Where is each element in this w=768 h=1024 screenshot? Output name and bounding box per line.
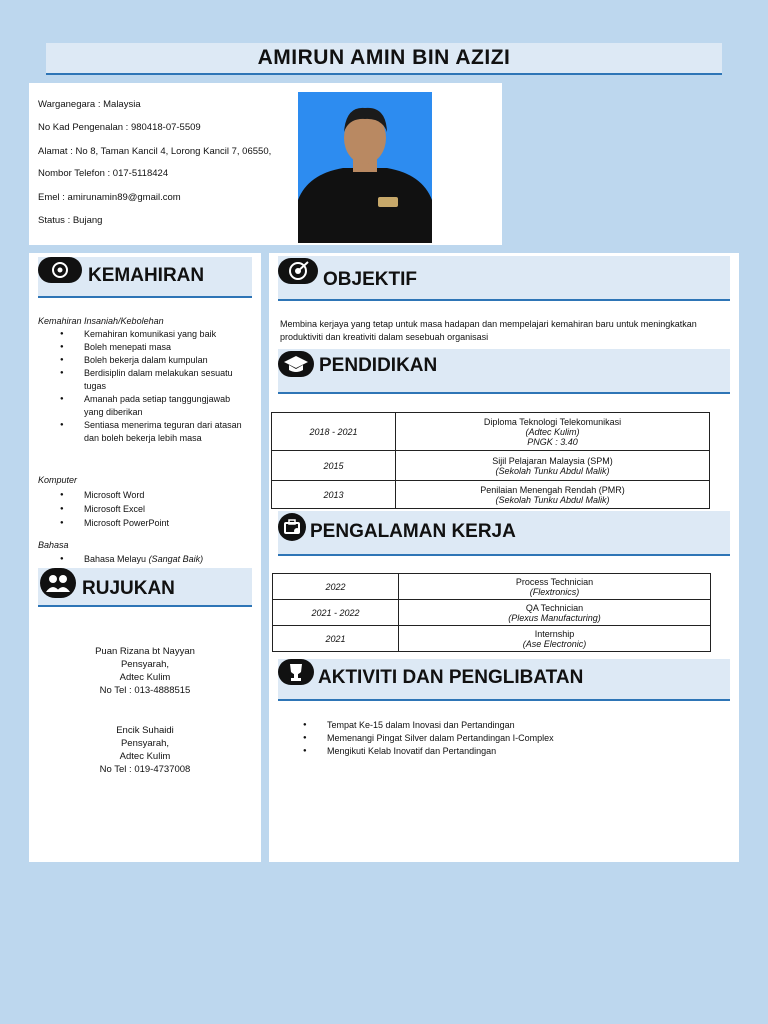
info-email: Emel : amirunamin89@gmail.com [38,192,181,203]
computer-skills-list [38,488,252,530]
briefcase-icon [278,513,306,541]
list-item: ● Boleh menepati masa [38,341,252,354]
table-row [272,413,710,451]
reference-org: Adtec Kulim [119,672,171,683]
experience-role: Process Technician [515,576,594,587]
education-year: 2013 [272,481,396,509]
language-level: (Sangat Baik) [148,554,204,564]
right-panel [269,253,739,862]
experience-table [272,573,711,652]
experience-company: (Plexus Manufacturing) [508,612,601,623]
pendidikan-header [278,349,730,394]
list-item: ● Microsoft PowerPoint [38,516,252,530]
list-item: ● Kemahiran komunikasi yang baik [38,328,252,341]
aktiviti-header [278,659,730,701]
kemahiran-header [38,257,252,298]
pendidikan-title: PENDIDIKAN [319,355,438,376]
rujukan-header [38,568,252,607]
experience-role: QA Technician [525,602,584,613]
table-row [272,451,710,481]
info-ic-number: No Kad Pengenalan : 980418-07-5509 [38,122,201,133]
pengalaman-title: PENGALAMAN KERJA [310,521,516,542]
education-detail [396,481,710,509]
list-item: ● Sentiasa menerima teguran dari atasan dan boleh bekerja lebih masa [38,419,252,445]
education-name: Diploma Teknologi Telekomunikasi [483,416,622,427]
table-row [272,481,710,509]
experience-detail [399,574,711,600]
table-row [273,574,711,600]
reference-org: Adtec Kulim [119,751,171,762]
info-citizenship: Warganegara : Malaysia [38,99,141,110]
experience-year: 2021 - 2022 [273,600,399,626]
graduation-cap-icon [278,351,314,377]
objektif-title: OBJEKTIF [323,269,417,290]
name-title: AMIRUN AMIN BIN AZIZI [46,43,722,75]
reference-1 [29,645,261,697]
list-item: ● Boleh bekerja dalam kumpulan [38,354,252,367]
kemahiran-title: KEMAHIRAN [88,265,205,286]
education-institution: (Adtec Kulim) [525,426,580,437]
objektif-text: Membina kerjaya yang tetap untuk masa hadapan dan mempelajari kemahiran baru untuk meningkatkan produktiviti dan kreativiti dalam sesebuah organisasi [280,319,697,342]
language-title: Bahasa [38,540,69,550]
education-name: Penilaian Menengah Rendah (PMR) [480,484,625,495]
reference-name: Encik Suhaidi [116,725,174,736]
info-phone: Nombor Telefon : 017-5118424 [38,168,169,179]
list-item: ● Tempat Ke-15 dalam Inovasi dan Pertandingan [281,719,721,732]
list-item: ● Microsoft Word [38,488,252,502]
table-row [273,626,711,652]
language-list [38,553,252,566]
list-item: ● Mengikuti Kelab Inovatif dan Pertandingan [281,745,721,758]
list-item: ● Berdisiplin dalam melakukan sesuatu tugas [38,367,252,393]
gear-icon [38,257,82,283]
experience-detail [399,626,711,652]
info-address: Alamat : No 8, Taman Kancil 4, Lorong Kancil 7, 06550, [38,146,272,157]
experience-detail [399,600,711,626]
aktiviti-title: AKTIVITI DAN PENGLIBATAN [318,667,584,688]
target-icon [278,258,318,284]
experience-role: Internship [534,628,575,639]
education-institution: (Sekolah Tunku Abdul Malik) [495,465,610,476]
soft-skills-title: Kemahiran Insaniah/Kebolehan [38,316,164,326]
reference-2 [29,724,261,776]
list-item: ● Memenangi Pingat Silver dalam Pertandingan I-Complex [281,732,721,745]
education-cgpa: PNGK : 3.40 [527,436,578,447]
education-year: 2015 [272,451,396,481]
people-icon [40,568,76,598]
education-table [271,412,710,509]
info-status: Status : Bujang [38,215,103,226]
education-name: Sijil Pelajaran Malaysia (SPM) [492,455,613,466]
table-row [273,600,711,626]
list-item [38,553,252,566]
aktiviti-list [281,719,721,758]
experience-company: (Ase Electronic) [522,638,587,649]
reference-role: Pensyarah, [120,738,170,749]
objektif-header [278,256,730,301]
education-detail [396,451,710,481]
reference-role: Pensyarah, [120,659,170,670]
profile-photo [298,92,432,243]
reference-name: Puan Rizana bt Nayyan [95,646,195,657]
list-item: ● Amanah pada setiap tanggungjawab yang diberikan [38,393,252,419]
computer-skills-title: Komputer [38,475,78,485]
education-institution: (Sekolah Tunku Abdul Malik) [495,494,610,505]
education-detail [396,413,710,451]
pengalaman-header [278,511,730,556]
reference-tel: No Tel : 019-4737008 [99,764,191,775]
list-item: ● Microsoft Excel [38,502,252,516]
trophy-icon [278,659,314,685]
experience-company: (Flextronics) [529,586,580,597]
education-year: 2018 - 2021 [272,413,396,451]
language-name: Bahasa Melayu [84,554,147,564]
rujukan-title: RUJUKAN [82,578,175,599]
reference-tel: No Tel : 013-4888515 [99,685,191,696]
left-panel [29,253,261,862]
experience-year: 2021 [273,626,399,652]
experience-year: 2022 [273,574,399,600]
soft-skills-list [38,328,252,445]
